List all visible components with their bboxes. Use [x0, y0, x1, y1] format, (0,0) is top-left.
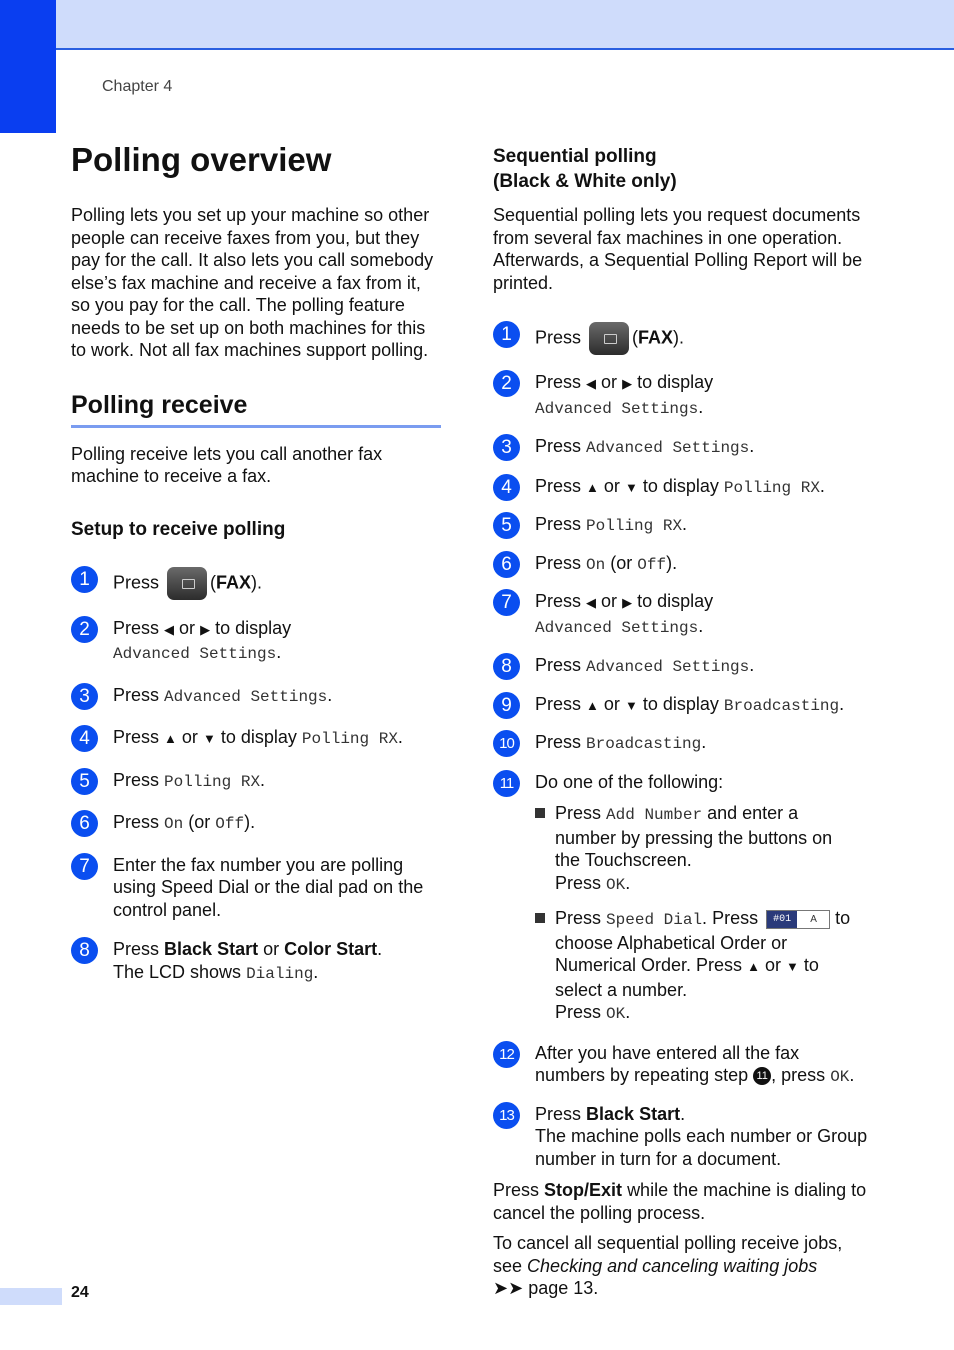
step-number: 4: [71, 725, 98, 752]
step-1: 1 Press (FAX).: [493, 322, 873, 355]
step-number: 2: [493, 370, 520, 397]
step-reference-badge: 11: [753, 1067, 771, 1085]
stop-exit-note: Press Stop/Exit while the machine is dialing to cancel the polling process.: [493, 1180, 867, 1223]
step-7: 7 Press ◀ or ▶ to display Advanced Settings.: [493, 590, 873, 639]
left-arrow-icon: ◀: [586, 595, 597, 610]
up-arrow-icon: ▲: [747, 959, 760, 974]
step-number: 3: [71, 683, 98, 710]
step-1: 1 Press (FAX).: [71, 567, 441, 600]
step-5: 5 Press Polling RX.: [493, 513, 873, 538]
step-9: 9 Press ▲ or ▼ to display Broadcasting.: [493, 693, 873, 718]
step-number: 2: [71, 616, 98, 643]
step-6: 6 Press On (or Off).: [493, 552, 873, 577]
header-bar: [56, 0, 954, 50]
step-3: 3 Press Advanced Settings.: [71, 684, 441, 709]
footer-bar: [0, 1288, 62, 1305]
sequential-intro: Sequential polling lets you request documents from several fax machines in one operation. Afterwards, a Sequential Polling Report will be printed.: [493, 205, 863, 293]
step-5: 5 Press Polling RX.: [71, 769, 441, 794]
right-column: [493, 144, 873, 1300]
up-arrow-icon: ▲: [586, 697, 599, 713]
step-number: 5: [493, 512, 520, 539]
step-number: 8: [71, 937, 98, 964]
step-number: 10: [493, 730, 520, 757]
bullet-square-icon: [535, 808, 545, 818]
sequential-title: Sequential polling (Black & White only): [493, 146, 677, 192]
bullet-square-icon: [535, 913, 545, 923]
section-intro: Polling receive lets you call another fax machine to receive a fax.: [71, 443, 383, 486]
step-8: 8 Press Advanced Settings.: [493, 654, 873, 679]
step-4: 4 Press ▲ or ▼ to display Polling RX.: [493, 475, 873, 500]
chapter-tab: [0, 0, 56, 133]
down-arrow-icon: ▼: [624, 479, 638, 495]
step-10: 10 Press Broadcasting.: [493, 731, 873, 756]
page-title: Polling overview: [71, 141, 332, 178]
step-number: 3: [493, 434, 520, 461]
down-arrow-icon: ▼: [624, 697, 638, 713]
sort-toggle-icon: #01 A: [766, 910, 830, 929]
bullet-speed-dial: Press Speed Dial. Press #01 A to choose Alphabetical Order or Numerical Order. Press ▲ or ▼ to select a number. Press OK.: [535, 907, 855, 1026]
step-number: 4: [493, 474, 520, 501]
step-2: 2 Press ◀ or ▶ to display Advanced Settings.: [71, 617, 441, 666]
section-title: Polling receive: [71, 390, 441, 428]
step-3: 3 Press Advanced Settings.: [493, 435, 873, 460]
step-4: 4 Press ▲ or ▼ to display Polling RX.: [71, 726, 441, 751]
left-column: [71, 140, 441, 985]
step-8: 8 Press Black Start or Color Start. The LCD shows Dialing.: [71, 938, 441, 985]
step-number: 6: [71, 810, 98, 837]
step-7: 7 Enter the fax number you are polling using Speed Dial or the dial pad on the control panel.: [71, 854, 441, 922]
step-number: 1: [493, 321, 520, 348]
page-number: 24: [71, 1284, 89, 1301]
step-number: 12: [493, 1041, 520, 1068]
double-arrow-icon: ➤➤: [493, 1278, 524, 1298]
step-11: 11 Do one of the following: Press Add Number and enter a number by pressing the buttons on the Touchscreen. Press OK. Press Speed Dial. Press #01 A to choose Alphabetical Order or Numerical Order. Press ▲ or ▼ to select a number. Press OK.: [493, 771, 873, 1026]
cross-reference-link[interactable]: Checking and canceling waiting jobs: [527, 1255, 818, 1276]
down-arrow-icon: ▼: [202, 731, 216, 746]
left-arrow-icon: ◀: [164, 621, 175, 637]
step-13: 13 Press Black Start. The machine polls each number or Group number in turn for a document.: [493, 1103, 873, 1171]
step-number: 13: [493, 1102, 520, 1129]
intro-paragraph: Polling lets you set up your machine so other people can receive faxes from you, but they pay for the call. It also lets you call somebody else’s fax machine and receive a fax from it, so you pay for the call. The polling feature needs to be set up on both machines for this to work. Not all fax machines support polling.: [71, 205, 434, 360]
step-12: 12 After you have entered all the fax numbers by repeating step 11 , press OK.: [493, 1042, 873, 1089]
up-arrow-icon: ▲: [586, 479, 599, 495]
right-arrow-icon: ▶: [622, 595, 633, 610]
step-number: 7: [493, 589, 520, 616]
step-number: 1: [71, 566, 98, 593]
fax-button-icon: [589, 322, 629, 355]
right-arrow-icon: ▶: [200, 621, 211, 637]
cancel-note: To cancel all sequential polling receive jobs, see Checking and canceling waiting jobs ➤➤ page 13.: [493, 1233, 843, 1298]
left-arrow-icon: ◀: [586, 376, 597, 391]
step-number: 6: [493, 551, 520, 578]
step-number: 5: [71, 768, 98, 795]
down-arrow-icon: ▼: [786, 959, 799, 974]
bullet-add-number: Press Add Number and enter a number by pressing the buttons on the Touchscreen. Press OK.: [535, 802, 855, 896]
right-arrow-icon: ▶: [622, 376, 633, 391]
subsection-title: Setup to receive polling: [71, 518, 286, 540]
step-2: 2 Press ◀ or ▶ to display Advanced Settings.: [493, 371, 873, 420]
fax-button-icon: [167, 567, 207, 600]
step-6: 6 Press On (or Off).: [71, 811, 441, 836]
up-arrow-icon: ▲: [164, 731, 177, 746]
step-number: 11: [493, 770, 520, 797]
step-number: 8: [493, 653, 520, 680]
step-number: 9: [493, 692, 520, 719]
chapter-label: Chapter 4: [102, 78, 173, 95]
step-number: 7: [71, 853, 98, 880]
